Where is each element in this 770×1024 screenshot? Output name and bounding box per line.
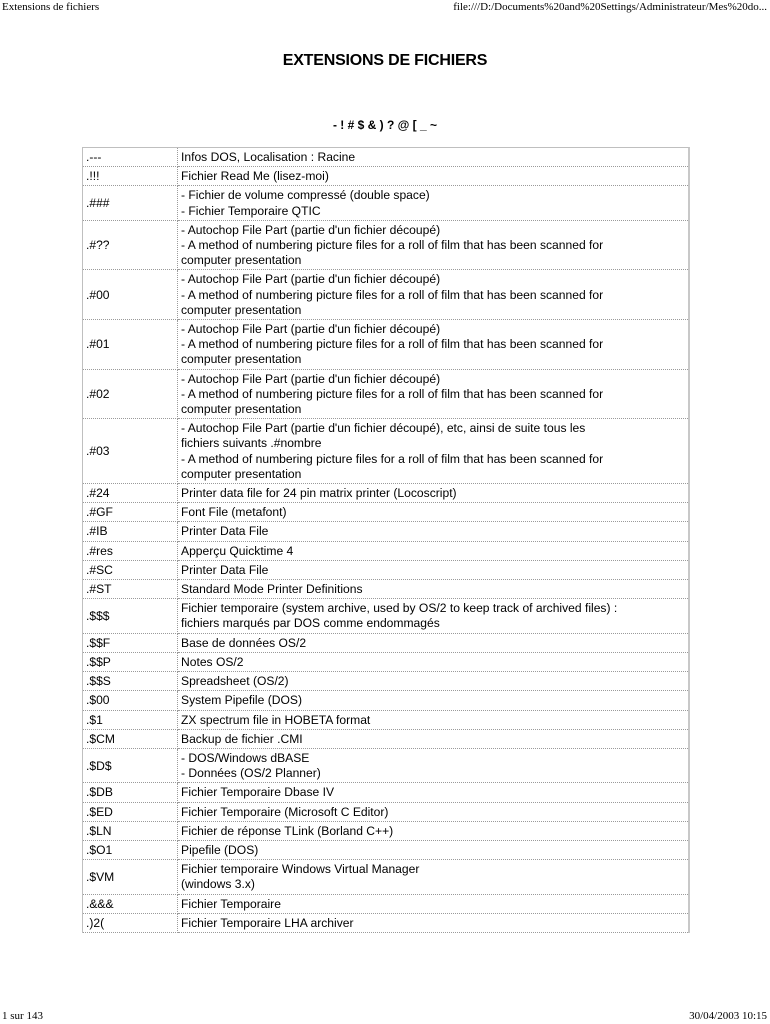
description-line: System Pipefile (DOS): [181, 693, 302, 708]
table-row: [83, 599, 688, 633]
description-cell: [178, 503, 689, 522]
table-row: [83, 729, 688, 748]
description-cell: [178, 522, 689, 541]
description-cell: [178, 320, 689, 370]
extension-cell: .$CM: [83, 729, 178, 748]
description-line: Fichier Temporaire: [181, 896, 281, 911]
table-row: [83, 652, 688, 671]
description-line: - Fichier Temporaire QTIC: [181, 203, 321, 218]
description-line: Notes OS/2: [181, 654, 244, 669]
description-cell: [178, 860, 689, 894]
description-line: Standard Mode Printer Definitions: [181, 582, 363, 597]
description-cell: [178, 484, 689, 503]
description-cell: [178, 633, 689, 652]
extension-cell: .#GF: [83, 503, 178, 522]
table-row: [83, 710, 688, 729]
description-line: computer presentation: [181, 302, 302, 317]
table-row: [83, 148, 688, 167]
description-line: computer presentation: [181, 402, 302, 417]
description-line: computer presentation: [181, 466, 302, 481]
table-row: [83, 894, 688, 913]
description-cell: [178, 148, 689, 167]
extension-cell: .$$S: [83, 672, 178, 691]
description-line: Fichier Temporaire LHA archiver: [181, 915, 354, 930]
table-row: [83, 541, 688, 560]
description-line: Fichier Read Me (lisez-moi): [181, 169, 329, 184]
extension-cell: .$LN: [83, 821, 178, 840]
description-line: Printer Data File: [181, 562, 269, 577]
extensions-table: [83, 148, 688, 933]
description-cell: [178, 691, 689, 710]
table-row: [83, 167, 688, 186]
description-cell: [178, 580, 689, 599]
description-line: Fichier de réponse TLink (Borland C++): [181, 823, 394, 838]
table-row: [83, 270, 688, 320]
extensions-table-container: [82, 147, 690, 933]
description-line: - A method of numbering picture files for a roll of film that has been scanned for: [181, 386, 604, 401]
description-line: Printer Data File: [181, 524, 269, 539]
document-title: EXTENSIONS DE FICHIERS: [282, 52, 488, 69]
file-url-header: file:///D:/Documents%20and%20Settings/Administrateur/Mes%20do...: [453, 1, 767, 13]
extension-cell: .#02: [83, 369, 178, 419]
description-line: Printer data file for 24 pin matrix printer (Locoscript): [181, 486, 457, 501]
description-line: Fichier temporaire Windows Virtual Manager: [181, 862, 420, 877]
extension-cell: .)2(: [83, 913, 178, 932]
table-row: [83, 560, 688, 579]
description-line: - A method of numbering picture files for a roll of film that has been scanned for: [181, 287, 604, 302]
extension-cell: .#IB: [83, 522, 178, 541]
extension-cell: .$$F: [83, 633, 178, 652]
description-line: - A method of numbering picture files for a roll of film that has been scanned for: [181, 337, 604, 352]
description-cell: [178, 186, 689, 220]
description-line: computer presentation: [181, 253, 302, 268]
description-line: - Fichier de volume compressé (double space): [181, 188, 430, 203]
description-line: - Autochop File Part (partie d'un fichier découpé), etc, ainsi de suite tous les: [181, 421, 586, 436]
description-line: Pipefile (DOS): [181, 842, 259, 857]
description-line: ZX spectrum file in HOBETA format: [181, 712, 371, 727]
description-cell: [178, 652, 689, 671]
extension-cell: .---: [83, 148, 178, 167]
extension-cell: .#ST: [83, 580, 178, 599]
description-line: - A method of numbering picture files for a roll of film that has been scanned for: [181, 451, 604, 466]
description-line: computer presentation: [181, 352, 302, 367]
description-line: Fichier Temporaire Dbase IV: [181, 785, 335, 800]
description-cell: [178, 599, 689, 633]
extension-cell: .$VM: [83, 860, 178, 894]
extension-cell: .#01: [83, 320, 178, 370]
description-cell: [178, 167, 689, 186]
extension-cell: .###: [83, 186, 178, 220]
description-cell: [178, 894, 689, 913]
table-row: [83, 522, 688, 541]
extension-cell: .&&&: [83, 894, 178, 913]
description-cell: [178, 541, 689, 560]
table-row: [83, 580, 688, 599]
description-line: fichiers marqués par DOS comme endommagés: [181, 616, 440, 631]
description-cell: [178, 729, 689, 748]
page-title-header: Extensions de fichiers: [2, 1, 100, 13]
extension-cell: .$00: [83, 691, 178, 710]
table-row: [83, 320, 688, 370]
description-cell: [178, 821, 689, 840]
description-line: Fichier temporaire (system archive, used by OS/2 to keep track of archived files) :: [181, 601, 618, 616]
description-line: Infos DOS, Localisation : Racine: [181, 150, 356, 164]
extension-cell: .!!!: [83, 167, 178, 186]
table-row: [83, 748, 688, 782]
table-row: [83, 503, 688, 522]
extension-cell: .$$$: [83, 599, 178, 633]
description-cell: [178, 419, 689, 484]
description-line: fichiers suivants .#nombre: [181, 436, 322, 451]
description-line: - DOS/Windows dBASE: [181, 750, 310, 765]
extension-cell: .$DB: [83, 783, 178, 802]
extension-cell: .$1: [83, 710, 178, 729]
description-line: - A method of numbering picture files for a roll of film that has been scanned for: [181, 238, 604, 253]
table-row: [83, 802, 688, 821]
table-row: [83, 860, 688, 894]
description-line: - Autochop File Part (partie d'un fichier découpé): [181, 222, 441, 237]
description-line: Fichier Temporaire (Microsoft C Editor): [181, 804, 389, 819]
description-line: Spreadsheet (OS/2): [181, 674, 289, 689]
description-line: Apperçu Quicktime 4: [181, 543, 294, 558]
table-row: [83, 691, 688, 710]
extension-cell: .#24: [83, 484, 178, 503]
table-row: [83, 419, 688, 484]
extension-cell: .#res: [83, 541, 178, 560]
description-line: - Données (OS/2 Planner): [181, 766, 321, 781]
character-index: - ! # $ & ) ? @ [ _ ~: [332, 118, 438, 132]
extensions-table-body: [83, 148, 688, 932]
description-cell: [178, 220, 689, 270]
extension-cell: .#03: [83, 419, 178, 484]
description-cell: [178, 913, 689, 932]
extension-cell: .#00: [83, 270, 178, 320]
extension-cell: .$O1: [83, 840, 178, 859]
description-line: - Autochop File Part (partie d'un fichier découpé): [181, 272, 441, 287]
table-row: [83, 821, 688, 840]
description-cell: [178, 783, 689, 802]
description-cell: [178, 748, 689, 782]
table-row: [83, 913, 688, 932]
description-line: Backup de fichier .CMI: [181, 731, 303, 746]
description-line: - Autochop File Part (partie d'un fichier découpé): [181, 322, 441, 337]
table-row: [83, 369, 688, 419]
extension-cell: .#??: [83, 220, 178, 270]
description-line: - Autochop File Part (partie d'un fichier découpé): [181, 371, 441, 386]
description-cell: [178, 270, 689, 320]
table-row: [83, 633, 688, 652]
description-cell: [178, 672, 689, 691]
description-line: Base de données OS/2: [181, 635, 307, 650]
extension-cell: .$$P: [83, 652, 178, 671]
extension-cell: .$ED: [83, 802, 178, 821]
extension-cell: .$D$: [83, 748, 178, 782]
table-row: [83, 783, 688, 802]
description-line: (windows 3.x): [181, 877, 255, 892]
extension-cell: .#SC: [83, 560, 178, 579]
table-row: [83, 220, 688, 270]
table-row: [83, 484, 688, 503]
table-row: [83, 186, 688, 220]
description-cell: [178, 710, 689, 729]
description-cell: [178, 369, 689, 419]
table-row: [83, 840, 688, 859]
description-line: Font File (metafont): [181, 505, 287, 520]
description-cell: [178, 560, 689, 579]
description-cell: [178, 802, 689, 821]
table-row: [83, 672, 688, 691]
page-counter: 1 sur 143: [2, 1010, 43, 1022]
description-cell: [178, 840, 689, 859]
print-datetime: 30/04/2003 10:15: [689, 1010, 767, 1022]
